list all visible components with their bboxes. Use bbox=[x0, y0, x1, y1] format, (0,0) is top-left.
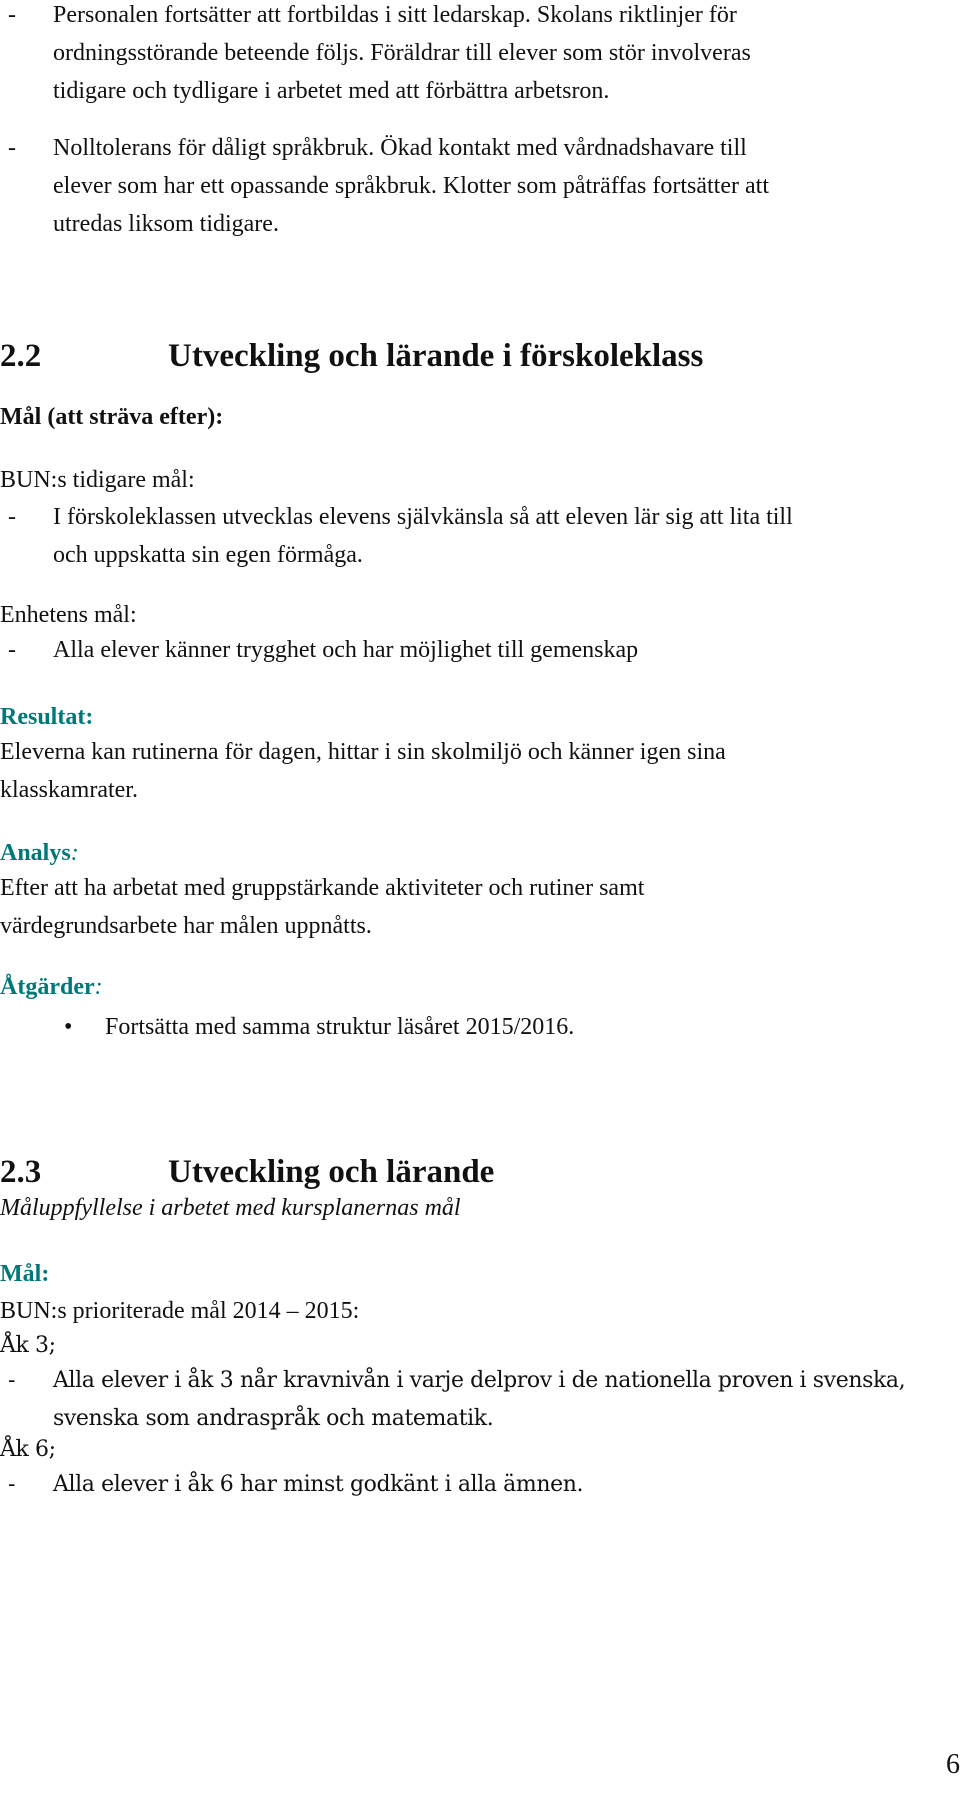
grade3-list bbox=[0, 1362, 960, 1438]
list-marker: - bbox=[8, 2, 16, 28]
list-item bbox=[0, 1362, 960, 1438]
result-line: klasskamrater. bbox=[0, 777, 138, 803]
list-item-text: Fortsätta med samma struktur läsåret 2015/2016. bbox=[105, 1014, 575, 1040]
actions-list bbox=[0, 1008, 960, 1046]
section-heading-2-3 bbox=[0, 1150, 960, 1194]
analysis-line: Efter att ha arbetat med gruppstärkande aktiviteter och rutiner samt bbox=[0, 875, 645, 901]
result-heading: Resultat: bbox=[0, 704, 94, 730]
list-item-line: Alla elever känner trygghet och har möjlighet till gemenskap bbox=[53, 637, 639, 663]
list-item-line: utredas liksom tidigare. bbox=[53, 211, 279, 237]
goal-heading-2-3: Mål: bbox=[0, 1261, 50, 1287]
result-text bbox=[0, 733, 960, 809]
analysis-line: värdegrundsarbete har målen uppnåtts. bbox=[0, 913, 372, 939]
list-item-line: Nolltolerans för dåligt språkbruk. Ökad kontakt med vårdnadshavare till bbox=[53, 135, 747, 161]
list-item-line: ordningsstörande beteende följs. Föräldrar till elever som stör involveras bbox=[53, 40, 751, 66]
list-item bbox=[0, 0, 960, 110]
analysis-text bbox=[0, 869, 960, 945]
list-marker: - bbox=[8, 1472, 16, 1497]
section-subtitle: Måluppfyllelse i arbetet med kursplanernas mål bbox=[0, 1195, 461, 1221]
analysis-heading bbox=[0, 834, 960, 872]
list-item-line: Alla elever i åk 3 når kravnivån i varje delprov i de nationella proven i svenska, bbox=[53, 1368, 906, 1393]
section-number: 2.2 bbox=[0, 338, 42, 374]
section-title: Utveckling och lärande bbox=[168, 1154, 495, 1190]
list-item-line: elever som har ett opassande språkbruk. Klotter som påträffas fortsätter att bbox=[53, 173, 769, 199]
unit-goal-list bbox=[0, 631, 960, 669]
section-number: 2.3 bbox=[0, 1154, 42, 1190]
list-marker: - bbox=[8, 504, 16, 530]
result-line: Eleverna kan rutinerna för dagen, hittar i sin skolmiljö och känner igen sina bbox=[0, 739, 726, 765]
list-item-line: tidigare och tydligare i arbetet med att förbättra arbetsron. bbox=[53, 78, 610, 104]
section-title: Utveckling och lärande i förskoleklass bbox=[168, 338, 704, 374]
actions-heading-text: Åtgärder bbox=[0, 974, 95, 1000]
list-item bbox=[0, 129, 960, 243]
list-item-line: Personalen fortsätter att fortbildas i sitt ledarskap. Skolans riktlinjer för bbox=[53, 2, 737, 28]
top-list bbox=[0, 0, 960, 110]
list-marker: - bbox=[8, 135, 16, 161]
grade3-label: Åk 3; bbox=[0, 1333, 56, 1358]
list-marker: - bbox=[8, 1368, 16, 1393]
list-item bbox=[0, 1466, 960, 1504]
bun-priority-label: BUN:s prioriterade mål 2014 – 2015: bbox=[0, 1298, 360, 1324]
unit-goal-label: Enhetens mål: bbox=[0, 602, 137, 628]
goal-heading: Mål (att sträva efter): bbox=[0, 404, 224, 430]
list-item bbox=[0, 1008, 960, 1046]
actions-colon: : bbox=[94, 974, 103, 1000]
list-item-line: I förskoleklassen utvecklas elevens självkänsla så att eleven lär sig att lita till bbox=[53, 504, 793, 530]
bun-goal-list bbox=[0, 498, 960, 574]
analysis-heading-text: Analys bbox=[0, 840, 71, 866]
analysis-colon: : bbox=[70, 840, 79, 866]
list-item-line: svenska som andraspråk och matematik. bbox=[53, 1406, 494, 1431]
list-item-line: och uppskatta sin egen förmåga. bbox=[53, 542, 363, 568]
grade6-list bbox=[0, 1466, 960, 1504]
top-list-2 bbox=[0, 129, 960, 243]
bullet-marker: • bbox=[64, 1014, 73, 1040]
list-item bbox=[0, 498, 960, 574]
bun-label: BUN:s tidigare mål: bbox=[0, 467, 195, 493]
actions-heading bbox=[0, 968, 960, 1006]
list-item-line: Alla elever i åk 6 har minst godkänt i alla ämnen. bbox=[53, 1472, 584, 1497]
page-number: 6 bbox=[946, 1749, 960, 1780]
list-marker: - bbox=[8, 637, 16, 663]
grade6-label: Åk 6; bbox=[0, 1437, 56, 1462]
section-heading-2-2 bbox=[0, 334, 960, 378]
list-item bbox=[0, 631, 960, 669]
